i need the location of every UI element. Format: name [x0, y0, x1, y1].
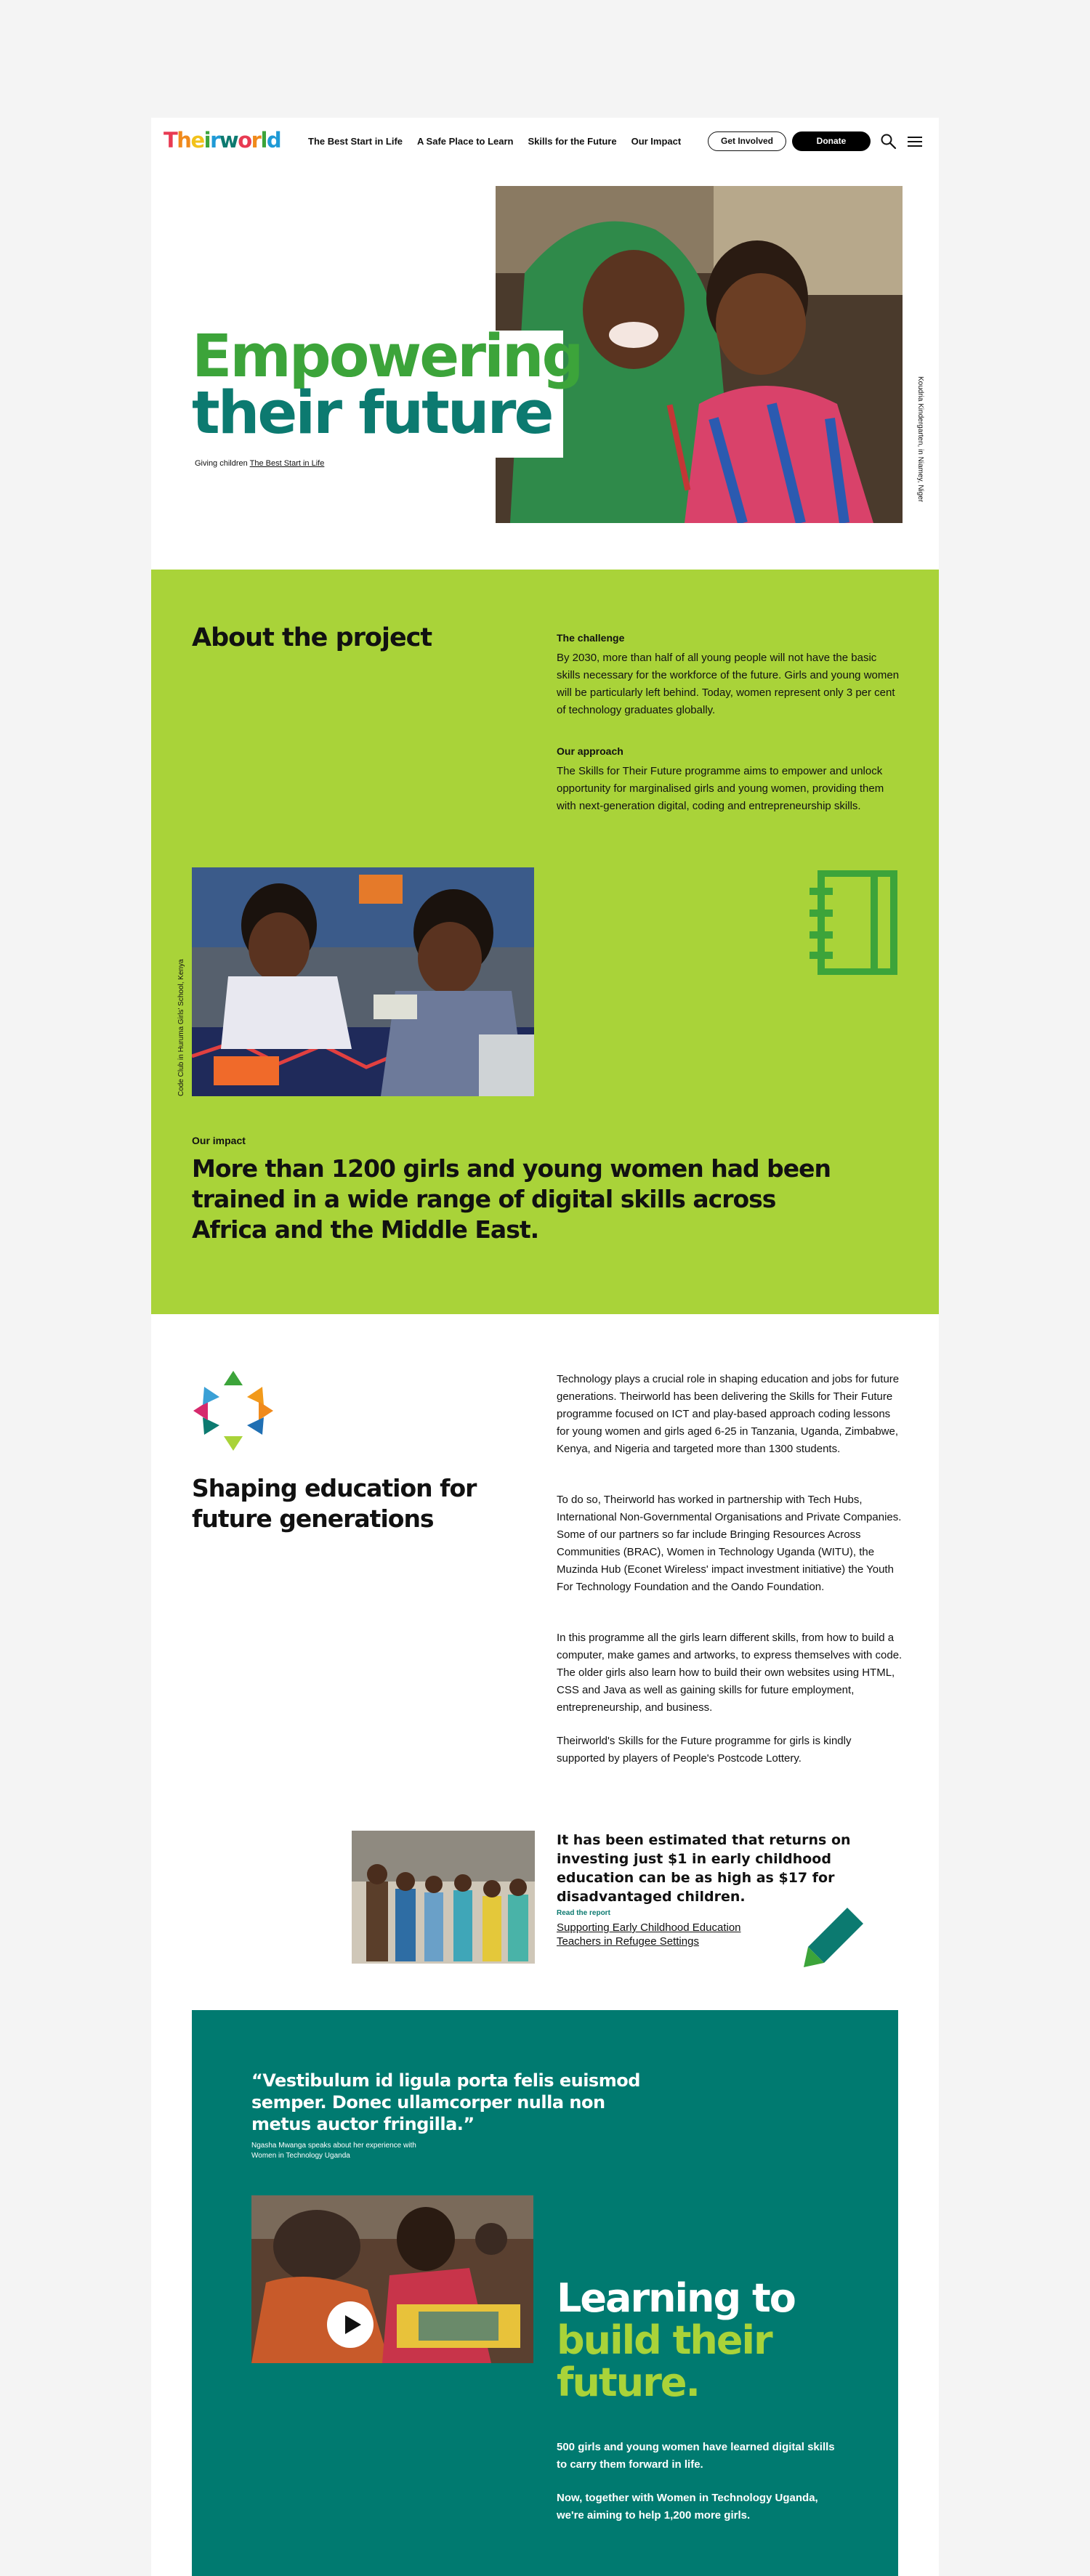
feature-paragraph-1: 500 girls and young women have learned digital skills to carry them forward in life.: [557, 2441, 835, 2471]
quote-caption: Ngasha Mwanga speaks about her experience with Women in Technology Uganda: [251, 2142, 416, 2160]
shaping-paragraph-1: Technology plays a crucial role in shaping education and jobs for future generations. Theirworld has been delivering the Skills for Their Future programme focused on ICT and play-based approach coding lessons for young women and girls aged 6-25 in Tanzania, Uganda, Zimbabwe, Kenya, and Nigeria and targeted more than 1300 students.: [557, 1373, 900, 1455]
flower-icon: [192, 1369, 275, 1453]
nav-our-impact[interactable]: Our Impact: [631, 136, 682, 147]
nav-best-start[interactable]: The Best Start in Life: [308, 136, 403, 147]
menu-icon[interactable]: [907, 134, 923, 150]
pencil-icon: [802, 1906, 865, 1969]
hero-photo-caption: Koudria Kindergarten, in Niamey, Niger: [916, 376, 924, 503]
children-photo: [352, 1831, 535, 1964]
about-heading: About the project: [192, 623, 432, 652]
shaping-paragraph-2: To do so, Theirworld has worked in partnership with Tech Hubs, International Non-Governmental Organisations and Private Companies. Some of our partners so far include Bringing Resources Across Communities (BRAC), Women in Technology Uganda (WITU), the Muzinda Hub (Econet Wireless' impact investment initiative) the Youth For Technology Foundation and the Oando Foundation.: [557, 1494, 902, 1593]
code-club-caption: Code Club in Huruma Girls' School, Kenya: [177, 959, 185, 1096]
report-label: Read the report: [557, 1909, 610, 1917]
approach-text: The Skills for Their Future programme aims to empower and unlock opportunity for marginalised girls and young women, providing them with next-generation digital, coding and entrepreneurship skills.: [557, 765, 884, 812]
feature-section: [192, 2010, 898, 2576]
approach-title: Our approach: [557, 745, 623, 757]
hero-title-line2: their future: [192, 379, 552, 447]
impact-label: Our impact: [192, 1135, 246, 1146]
notebook-icon: [808, 870, 898, 975]
video-player[interactable]: [251, 2195, 533, 2363]
challenge-title: The challenge: [557, 632, 625, 644]
hero-sub-link[interactable]: The Best Start in Life: [249, 459, 325, 468]
challenge-text: By 2030, more than half of all young people will not have the basic skills necessary for the workforce of the future. Girls and young women will be particularly left behind. Today, women represent only 3 per cent of technology graduates globally.: [557, 652, 900, 716]
code-club-photo: [192, 867, 534, 1096]
hero-title: [192, 323, 582, 447]
feature-paragraph-2: Now, together with Women in Technology Uganda, we're aiming to help 1,200 more girls.: [557, 2492, 818, 2522]
get-involved-button[interactable]: Get Involved: [708, 131, 786, 151]
feature-quote: “Vestibulum id ligula porta felis euismod semper. Donec ullamcorper nulla non metus auctor fringilla.”: [251, 2070, 640, 2134]
report-link[interactable]: Supporting Early Childhood Education Teachers in Refugee Settings: [557, 1921, 741, 1948]
feature-title: [557, 2277, 795, 2404]
shaping-paragraph-3: In this programme all the girls learn different skills, from how to build a computer, make games and artworks, to express themselves with code. The older girls also learn how to build their own websites using HTML, CSS and Java as well as gaining skills for future employment, entrepreneurship, and business.: [557, 1632, 903, 1714]
theirworld-logo[interactable]: Theirworld: [164, 128, 281, 153]
hero-title-line1: Empowering: [192, 323, 582, 391]
hero-subtitle: [195, 459, 324, 468]
about-section: [151, 570, 939, 1314]
feature-title-line1: Learning to: [557, 2275, 795, 2321]
shaping-heading: Shaping education for future generations: [192, 1474, 477, 1533]
donate-button[interactable]: Donate: [792, 131, 871, 151]
nav-skills-future[interactable]: Skills for the Future: [528, 136, 617, 147]
shaping-paragraph-4: Theirworld's Skills for the Future programme for girls is kindly supported by players of People's Postcode Lottery.: [557, 1735, 852, 1765]
feature-title-line3: future.: [557, 2360, 699, 2405]
feature-title-line2: build their: [557, 2317, 772, 2363]
site-header: [151, 118, 939, 164]
page: [151, 118, 939, 2576]
search-icon[interactable]: [880, 133, 897, 150]
impact-heading: More than 1200 girls and young women had been trained in a wide range of digital skills across Africa and the Middle East.: [192, 1154, 831, 1244]
nav-safe-place[interactable]: A Safe Place to Learn: [417, 136, 514, 147]
play-icon: [327, 2301, 374, 2348]
stat-heading: It has been estimated that returns on investing just $1 in early childhood education can be as high as $17 for disadvantaged children.: [557, 1832, 851, 1905]
main-nav: [308, 136, 681, 147]
hero-sub-prefix: Giving children: [195, 459, 248, 468]
play-button[interactable]: [327, 2301, 374, 2348]
